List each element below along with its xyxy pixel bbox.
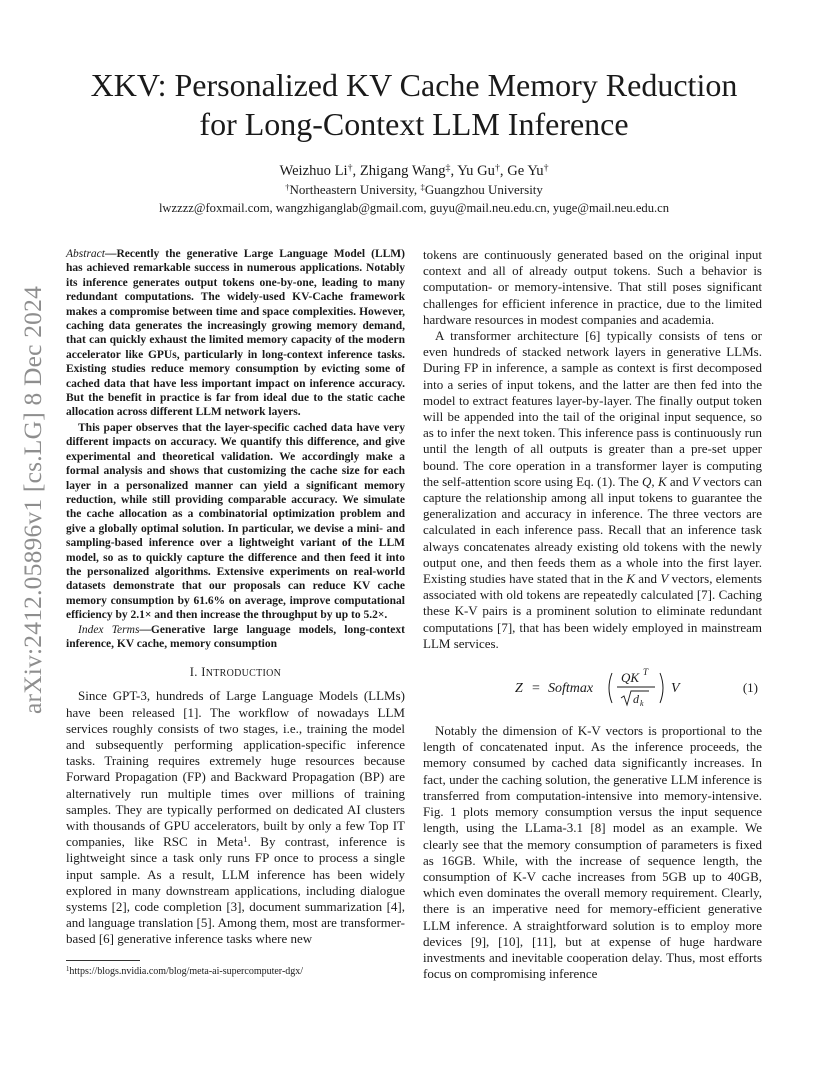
paragraph-text: A transformer architecture [6] typically consists of tens or even hundreds of stacked network layers in generative LLMs. During FP in inference, a sample as context is first decomposed into a series of input tokens, and the latter are then fed into the model to extract features layer-by-layer. The finally output token will be appended into the tail of the original input sequence, so as to infer the next token. This inference pass is continuously run until the length of all outputs is greater than a pre-set upper bound. The core operation in a transformer layer is computing the self-attention score using Eq. (1). The: [423, 328, 762, 489]
affiliation-mark: †: [543, 162, 549, 174]
abstract-paragraph: This paper observes that the layer-specific cached data have very different impacts on accuracy. We quantify this difference, and give experimental and theoretical validation. We accordingly make a formal analysis and shows that customizing the cache size for each layer in a personalized manner can yield a significant memory reduction, while still providing comparable accuracy. We simulate the cache allocation as a combinatorial optimization problem and give a globally optimal solution. In particular, we devise a mini- and sampling-based inference over a lightweight variant of the LLM model, so as to quickly capture the difference and then feed it into the personalized algorithms. Extensive experiments on real-world datasets demonstrate that our proposals can reduce KV cache memory consumption by 61.6% on average, improve computational efficiency by 2.1× and then increase the throughput by up to 5.2×.: [66, 421, 405, 622]
body-paragraph: tokens are continuously generated based on the original input context and all of already output tokens. Such a behavior is computation- or memory-intensive. That still poses significant challenges for efficient inference in practice, due to the limited hardware resources in modest companies and academia.: [423, 247, 762, 327]
eq-equals: =: [532, 681, 540, 697]
affiliation-mark: ‡: [445, 162, 451, 174]
index-terms: [66, 623, 405, 652]
eq-left-paren: [609, 673, 612, 703]
eq-denominator: d: [633, 692, 639, 707]
equation-1: [423, 661, 762, 715]
eq-denominator-subscript: k: [640, 699, 644, 709]
footnote-url: https://blogs.nvidia.com/blog/meta-ai-supercomputer-dgx/: [69, 966, 304, 977]
paragraph-text: vectors, elements associated with old tokens are repeatedly calculated [7]. Caching these K-V pairs is a prominent solution to eliminate redundant computations [7], that has been widely employed in mainstream LLM services.: [423, 571, 762, 651]
section-title-smallcaps: NTRODUCTION: [205, 668, 282, 680]
eq-lhs: Z: [515, 681, 523, 697]
left-column: [66, 247, 405, 948]
section-title-initial: I: [201, 665, 206, 680]
index-terms-text: —Generative large language models, long-context inference, KV cache, memory consumption: [66, 623, 405, 650]
institution: Guangzhou University: [424, 182, 543, 197]
equation-expression: [515, 661, 715, 715]
index-terms-label: Index Terms: [78, 623, 140, 636]
author-name: Ge Yu: [507, 163, 544, 179]
abstract-paragraph: [66, 247, 405, 420]
affiliation-mark: †: [494, 162, 500, 174]
footnote-mark: 1: [243, 834, 248, 845]
body-paragraph: [66, 688, 405, 947]
institution: Northeastern University,: [289, 182, 421, 197]
math-symbol: V: [691, 473, 700, 489]
eq-right-paren: [660, 673, 663, 703]
affiliation-mark: †: [347, 162, 353, 174]
math-symbol: Q: [642, 473, 652, 489]
eq-rhs: V: [671, 681, 680, 697]
section-heading: [66, 665, 405, 680]
paragraph-text: vectors can capture the relationship among all input tokens to guarantee the generalization and accuracy in inference. The three vectors are calculated in each inference pass. Recall that an inference task always concatenates already existing old tokens with the newly output one, and then feeds them as a whole into the first layer. Existing studies have stated that in the: [423, 473, 762, 587]
author-emails: lwzzzz@foxmail.com, wangzhiganglab@gmail.com, guyu@mail.neu.edu.cn, yuge@mail.neu.edu.cn: [158, 201, 670, 215]
title-line-2: for Long-Context LLM Inference: [199, 106, 629, 142]
abstract-text: —Recently the generative Large Language Model (LLM) has achieved remarkable success in numerous applications. Notably its inference generates output tokens one-by-one, leading to many redundant computations. The widely-used KV-Cache framework makes a compromise between time and space complexities. However, caching data generates the increasingly growing memory demand, that can quickly exhaust the limited memory capacity of the modern accelerator like GPUs, particularly in long-context inference tasks. Existing studies reduce memory consumption by evicting some of cached data that have less important impact on inference accuracy. But the benefit in practice is far from ideal due to the static cache allocation across different LLM network layers.: [66, 248, 405, 419]
title-line-1: XKV: Personalized KV Cache Memory Reduction: [90, 67, 738, 103]
section-number: I.: [189, 665, 202, 680]
math-symbol: V: [660, 571, 669, 587]
footnote-mark: 1: [66, 965, 70, 973]
author-name: Zhigang Wang: [359, 163, 446, 179]
body-paragraph: Notably the dimension of K-V vectors is proportional to the length of concatenated input. As the inference proceeds, the memory consumed by cached data significantly increases. In fact, under the caching solution, the generative LLM inference is transferred from computation-intensive into memory-intensive. Fig. 1 plots memory consumption versus the input sequence length, using the LLama-3.1 [8] model as an example. We clearly see that the memory consumption of parameters is fixed as 16GB. While, with the increase of sequence length, the consumption of K-V cache increases from 5GB up to 40GB, which even dominates the overall memory requirement. Clearly, there is an imperative need for memory-efficient generative LLM inference. A straightforward solution is to employ more devices [9], [10], [11], but at expense of huge hardware investments and inevitable cooperation delay. Thus, most efforts focus on compromising inference: [423, 723, 762, 982]
paragraph-text: and: [666, 473, 692, 489]
footnote-rule: [66, 960, 140, 961]
eq-numerator: QK: [621, 670, 640, 686]
footnote: [66, 960, 405, 978]
eq-numerator-exponent: T: [643, 667, 649, 678]
eq-function: Softmax: [548, 681, 594, 697]
math-symbol: K: [626, 571, 635, 587]
affiliations: [60, 181, 768, 198]
body-paragraph: [423, 328, 762, 652]
affiliation-mark: ‡: [420, 182, 425, 193]
author-list: Weizhuo Li†, Zhigang Wang‡, Yu Gu†, Ge Yu†: [279, 162, 549, 179]
paper-title: [60, 66, 768, 144]
paragraph-text: Since GPT-3, hundreds of Large Language Models (LLMs) have been released [1]. The workflow of nowadays LLM services roughly consists of two stages, i.e., training the model and subsequently performing application-specific inference tasks. Training requires extremely huge resources because Forward Propagation (FP) and Backward Propagation (BP) are alternatively run multiple times over millions of training samples. They are typically performed on dedicated AI clusters with thousands of GPU accelerators, built by only a few Top IT companies, like RSC in Meta: [66, 688, 405, 850]
paragraph-text: ,: [651, 473, 658, 489]
affiliation-mark: †: [285, 182, 290, 193]
math-symbol: K: [657, 473, 667, 489]
author-name: Yu Gu: [457, 163, 495, 179]
paragraph-text: and: [634, 571, 661, 587]
arxiv-identifier-text: arXiv:2412.05896v1 [cs.LG] 8 Dec 2024: [18, 285, 47, 715]
equation-number: (1): [742, 680, 758, 696]
paragraph-text: . By contrast, inference is lightweight since a task only runs FP once to process a single input sample. As a result, LLM inference has been widely explored in many downstream applications, including dialogue systems [2], code completion [3], document summarization [4], and language translation [5]. Among them, most are transformer-based [6] generative inference tasks where new: [66, 834, 405, 947]
abstract-label: Abstract: [66, 248, 105, 260]
right-column: [423, 247, 762, 982]
author-name: Weizhuo Li: [279, 163, 348, 179]
